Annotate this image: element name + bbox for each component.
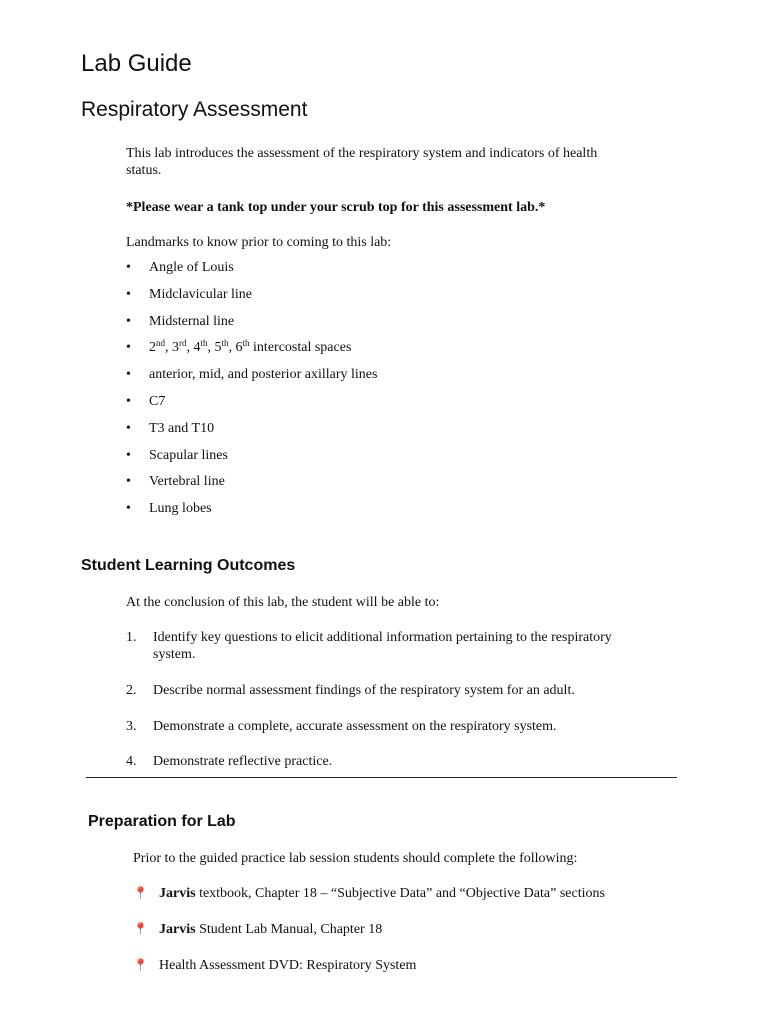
- outcome-item-4: 4. Demonstrate reflective practice.: [126, 754, 333, 769]
- disc-bullet-icon: •: [126, 367, 131, 383]
- disc-bullet-icon: •: [126, 313, 131, 329]
- landmarks-list: [126, 259, 377, 527]
- list-item: • C7: [126, 393, 166, 409]
- pushpin-bullet-icon: 📍: [133, 922, 148, 936]
- outcomes-intro: At the conclusion of this lab, the student will be able to:: [126, 595, 440, 610]
- pushpin-bullet-icon: 📍: [133, 958, 148, 972]
- page-subtitle: Respiratory Assessment: [81, 98, 308, 121]
- landmarks-label: Landmarks to know prior to coming to this lab:: [126, 235, 392, 250]
- intro-line-2: status.: [126, 163, 162, 178]
- section-divider: [86, 777, 677, 778]
- disc-bullet-icon: •: [126, 447, 131, 463]
- disc-bullet-icon: •: [126, 420, 131, 436]
- list-item: • Midsternal line: [126, 313, 235, 329]
- pushpin-bullet-icon: 📍: [133, 886, 148, 900]
- outcome-item-1: 1. Identify key questions to elicit additional information pertaining to the respiratory system.: [126, 630, 612, 662]
- prep-item-textbook: 📍 Jarvis textbook, Chapter 18 – “Subjective Data” and “Objective Data” sections: [133, 886, 605, 901]
- outcomes-list: [126, 629, 666, 773]
- disc-bullet-icon: •: [126, 286, 131, 302]
- preparation-list: [133, 885, 605, 993]
- outcome-item-2: 2. Describe normal assessment findings of the respiratory system for an adult.: [126, 683, 575, 698]
- prep-item-dvd: 📍 Health Assessment DVD: Respiratory System: [133, 958, 417, 973]
- intro-paragraph: [126, 145, 686, 179]
- intro-line-1: This lab introduces the assessment of the respiratory system and indicators of health: [126, 146, 598, 161]
- disc-bullet-icon: •: [126, 340, 131, 356]
- preparation-heading: Preparation for Lab: [88, 813, 236, 830]
- list-item-intercostal: • 2nd, 3rd, 4th, 5th, 6th intercostal spaces: [126, 338, 352, 356]
- list-item: • Vertebral line: [126, 474, 225, 490]
- list-item: • Scapular lines: [126, 447, 228, 463]
- preparation-intro: Prior to the guided practice lab session students should complete the following:: [133, 851, 578, 866]
- list-item: • Midclavicular line: [126, 286, 253, 302]
- disc-bullet-icon: •: [126, 260, 131, 275]
- tank-top-notice: *Please wear a tank top under your scrub top for this assessment lab.*: [126, 200, 546, 215]
- disc-bullet-icon: •: [126, 501, 131, 517]
- list-item: • anterior, mid, and posterior axillary lines: [126, 367, 378, 383]
- outcome-item-3: 3. Demonstrate a complete, accurate assessment on the respiratory system.: [126, 719, 557, 734]
- disc-bullet-icon: •: [126, 474, 131, 490]
- disc-bullet-icon: •: [126, 393, 131, 409]
- list-item: • Lung lobes: [126, 501, 212, 517]
- prep-item-lab-manual: 📍 Jarvis Student Lab Manual, Chapter 18: [133, 922, 383, 937]
- list-item: • T3 and T10: [126, 420, 215, 436]
- list-item: • Angle of Louis: [126, 260, 234, 275]
- page-title: Lab Guide: [81, 50, 192, 77]
- outcomes-heading: Student Learning Outcomes: [81, 557, 296, 574]
